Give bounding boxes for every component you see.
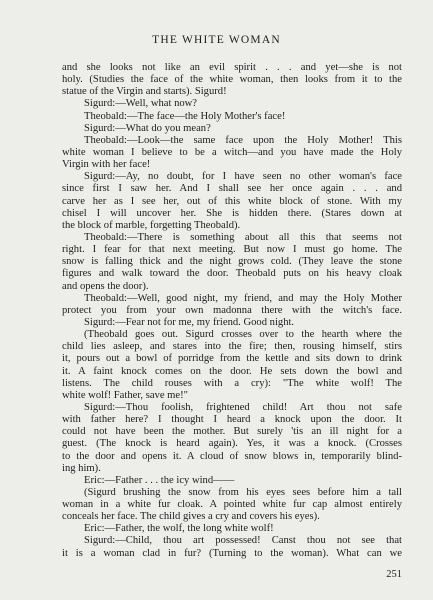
- page-body: [62, 62, 402, 560]
- text-line: to the door and opens it. A cloud of snow blows in, temporarily blind-: [62, 450, 402, 462]
- text-line: Sigurd:—Well, what now?: [84, 98, 198, 110]
- text-line: (Theobald goes out. Sigurd crosses over to the hearth where the: [84, 329, 402, 341]
- page-number: 251: [386, 569, 402, 580]
- text-line: holy. (Studies the face of the white woman, then looks from it to the: [62, 74, 402, 86]
- text-line: Theobald:—Well, good night, my friend, and may the Holy Mother: [84, 292, 402, 304]
- text-line: woman in a white fur cloak. A pointed white fur cap almost entirely: [62, 499, 402, 511]
- text-line: Virgin with her face!: [62, 159, 151, 171]
- text-line: Sigurd:—Child, thou art possessed! Canst thou not see that: [84, 535, 402, 547]
- text-line: statue of the Virgin and starts). Sigurd!: [62, 86, 227, 98]
- text-line: Sigurd:—Fear not for me, my friend. Good night.: [84, 316, 295, 328]
- text-line: the block of marble, forgetting Theobald).: [62, 219, 241, 231]
- text-line: right. I fear for that next meeting. But now I must go home. The: [62, 244, 402, 256]
- text-line: Sigurd:—Ay, no doubt, for I have seen no other woman's face: [84, 171, 402, 183]
- text-line: it. A faint knock comes on the door. He sets down the bowl and: [62, 365, 402, 377]
- text-line: it, pours out a bowl of porridge from the kettle and sits down to drink: [62, 353, 402, 365]
- text-line: Theobald:—Look—the same face upon the Holy Mother! This: [84, 134, 402, 146]
- text-line: it is a woman clad in fur? (Turning to the woman). What can we: [62, 547, 402, 559]
- text-line: white wolf! Father, save me!": [62, 389, 188, 401]
- text-line: listens. The child rouses with a cry): "The white wolf! The: [62, 377, 402, 389]
- text-line: and opens the door).: [62, 280, 149, 292]
- text-line: Eric:—Father . . . the icy wind——: [84, 474, 235, 486]
- text-line: Sigurd:—Thou foolish, frightened child! Art thou not safe: [84, 401, 402, 413]
- text-line: since first I saw her. And I shall see her once again . . . and: [62, 183, 402, 195]
- text-line: figures and walk toward the door. Theobald puts on his heavy cloak: [62, 268, 402, 280]
- text-line: snow is falling thick and the night grows cold. (They leave the stone: [62, 256, 402, 268]
- text-line: and she looks not like an evil spirit . . . and yet—she is not: [62, 62, 402, 73]
- text-line: Theobald:—The face—the Holy Mother's face!: [84, 110, 286, 122]
- running-head: THE WHITE WOMAN: [152, 34, 281, 46]
- text-line: (Sigurd brushing the snow from his eyes sees before him a tall: [84, 486, 402, 498]
- text-line: ing him).: [62, 462, 101, 474]
- text-line: protect you from your own madonna there with the witch's face.: [62, 304, 402, 316]
- text-line: child lies asleep, and stares into the fire; then, rousing himself, stirs: [62, 341, 402, 353]
- text-line: Eric:—Father, the wolf, the long white wolf!: [84, 523, 274, 535]
- text-line: Theobald:—There is something about all this that seems not: [84, 231, 402, 243]
- text-line: carve her as I see her, out of this white block of stone. With my: [62, 195, 402, 207]
- text-line: guest. (The knock is heard again). Yes, it was a knock. (Crosses: [62, 438, 402, 450]
- text-line: could not have been the mother. But surely 'tis an ill night for a: [62, 426, 402, 438]
- text-line: Sigurd:—What do you mean?: [84, 122, 211, 134]
- text-line: with father here? I thought I heard a knock upon the door. It: [62, 414, 402, 426]
- text-line: chisel I will uncover her. She is hidden there. (Stares down at: [62, 207, 402, 219]
- text-line: white woman I believe to be a witch—and you have made the Holy: [62, 146, 402, 158]
- text-line: conceals her face. The child gives a cry and covers his eyes).: [62, 511, 320, 523]
